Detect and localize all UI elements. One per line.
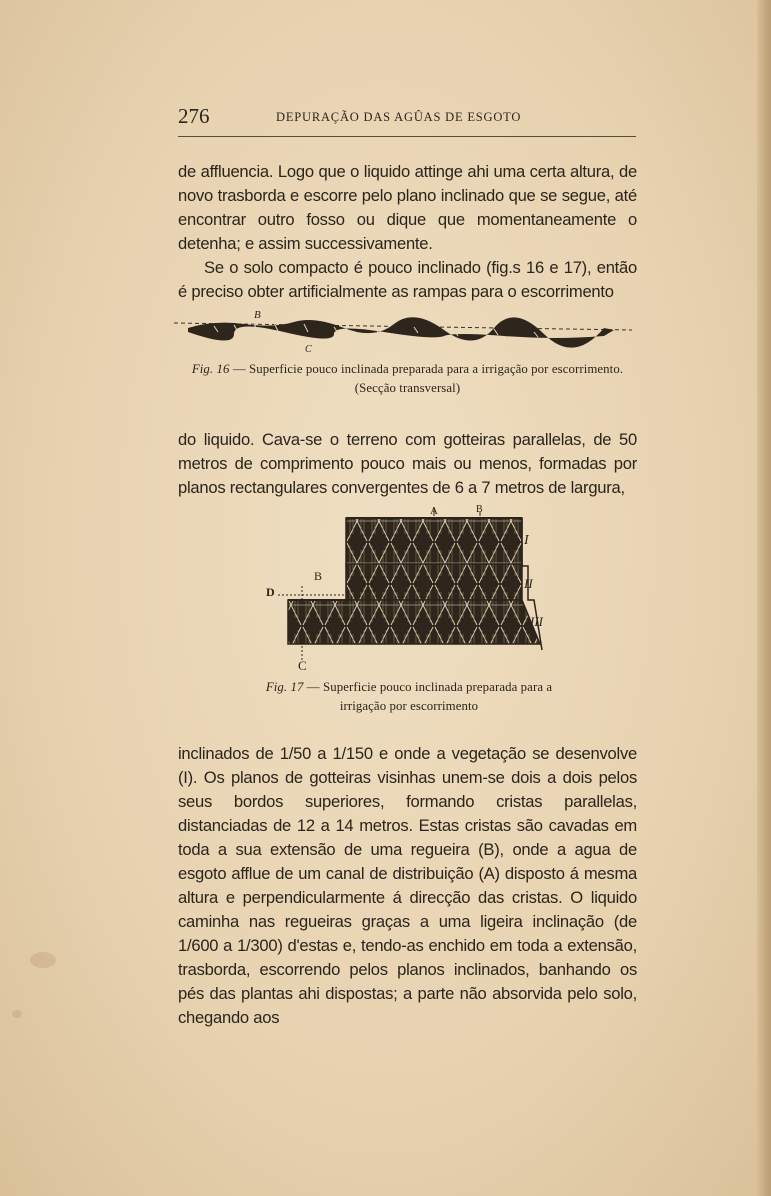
fig17-label-b-left: B: [314, 569, 323, 583]
foxing-spot: [30, 952, 56, 968]
page-number: 276: [178, 104, 210, 128]
text-block-top: [178, 160, 637, 304]
page-header: [178, 104, 636, 130]
header-rule: [178, 136, 636, 137]
fig17-label-d: D: [266, 585, 275, 599]
text-block-middle: [178, 428, 637, 500]
fig17-label-b-top: B: [476, 504, 483, 515]
fig16-caption-text: — Superficie pouco inclinada preparada para a irrigação por escorrimento. (Secção transversal): [229, 362, 624, 395]
fig17-label-i: I: [524, 533, 529, 548]
paragraph-1: de affluencia. Logo que o liquido attinge ahi uma certa altura, de novo trasborda e escorre pelo plano inclinado que se segue, até encontrar outro fosso ou dique que momentaneamente o detenha; e assim successivamente.: [178, 162, 637, 253]
fig17-caption-text: — Superficie pouco inclinada preparada para a irrigação por escorrimento: [303, 680, 553, 713]
paragraph-4: inclinados de 1/50 a 1/150 e onde a vegetação se desenvolve (I). Os planos de gotteiras visinhas unem-se dois a dois pelos seus bordos superiores, formando cristas parallelas, distanciadas de 12 a 14 metros. Estas cristas são cavadas em toda a sua extensão de uma regueira (B), onde a agua de esgoto afflue de um canal de distribuição (A) disposto á mesma altura e perpendicularmente á direcção das cristas. O liquido caminha nas regueiras graças a uma ligeira inclinação (de 1/600 a 1/300) d'estas e, tendo-as enchido em toda a extensão, trasborda, escorrendo pelos planos inclinados, banhando os pés das plantas ahi dispostas; a parte não absorvida pelo solo, chegando aos: [178, 744, 637, 1027]
fig17-label-iii: III: [530, 614, 543, 629]
figure-16-cross-section: [174, 306, 634, 358]
fig17-label-c: C: [298, 658, 307, 673]
fig17-label-a: A: [430, 505, 438, 517]
fig17-caption-label: Fig. 17: [265, 680, 304, 694]
paragraph-3: do liquido. Cava-se o terreno com gotteiras parallelas, de 50 metros de comprimento pouco mais ou menos, formadas por planos rectangulares convergentes de 6 a 7 metros de largura,: [178, 430, 637, 497]
text-block-bottom: [178, 742, 637, 1030]
fig17-label-ii: II: [524, 576, 533, 591]
figure-17-plan: [258, 500, 558, 676]
figure-17-caption: [248, 678, 570, 716]
figure-16-caption: [178, 360, 637, 398]
fig16-caption-label: Fig. 16: [191, 362, 230, 376]
paragraph-2: Se o solo compacto é pouco inclinado (fig.s 16 e 17), então é preciso obter artificialmente as rampas para o escorrimento: [178, 258, 637, 301]
page-edge: [757, 0, 771, 1196]
running-title: DEPURAÇÃO DAS AGÛAS DE ESGOTO: [276, 110, 522, 124]
fig16-label-c: C: [305, 344, 312, 355]
foxing-spot: [12, 1010, 22, 1018]
fig16-label-b: B: [254, 309, 261, 321]
